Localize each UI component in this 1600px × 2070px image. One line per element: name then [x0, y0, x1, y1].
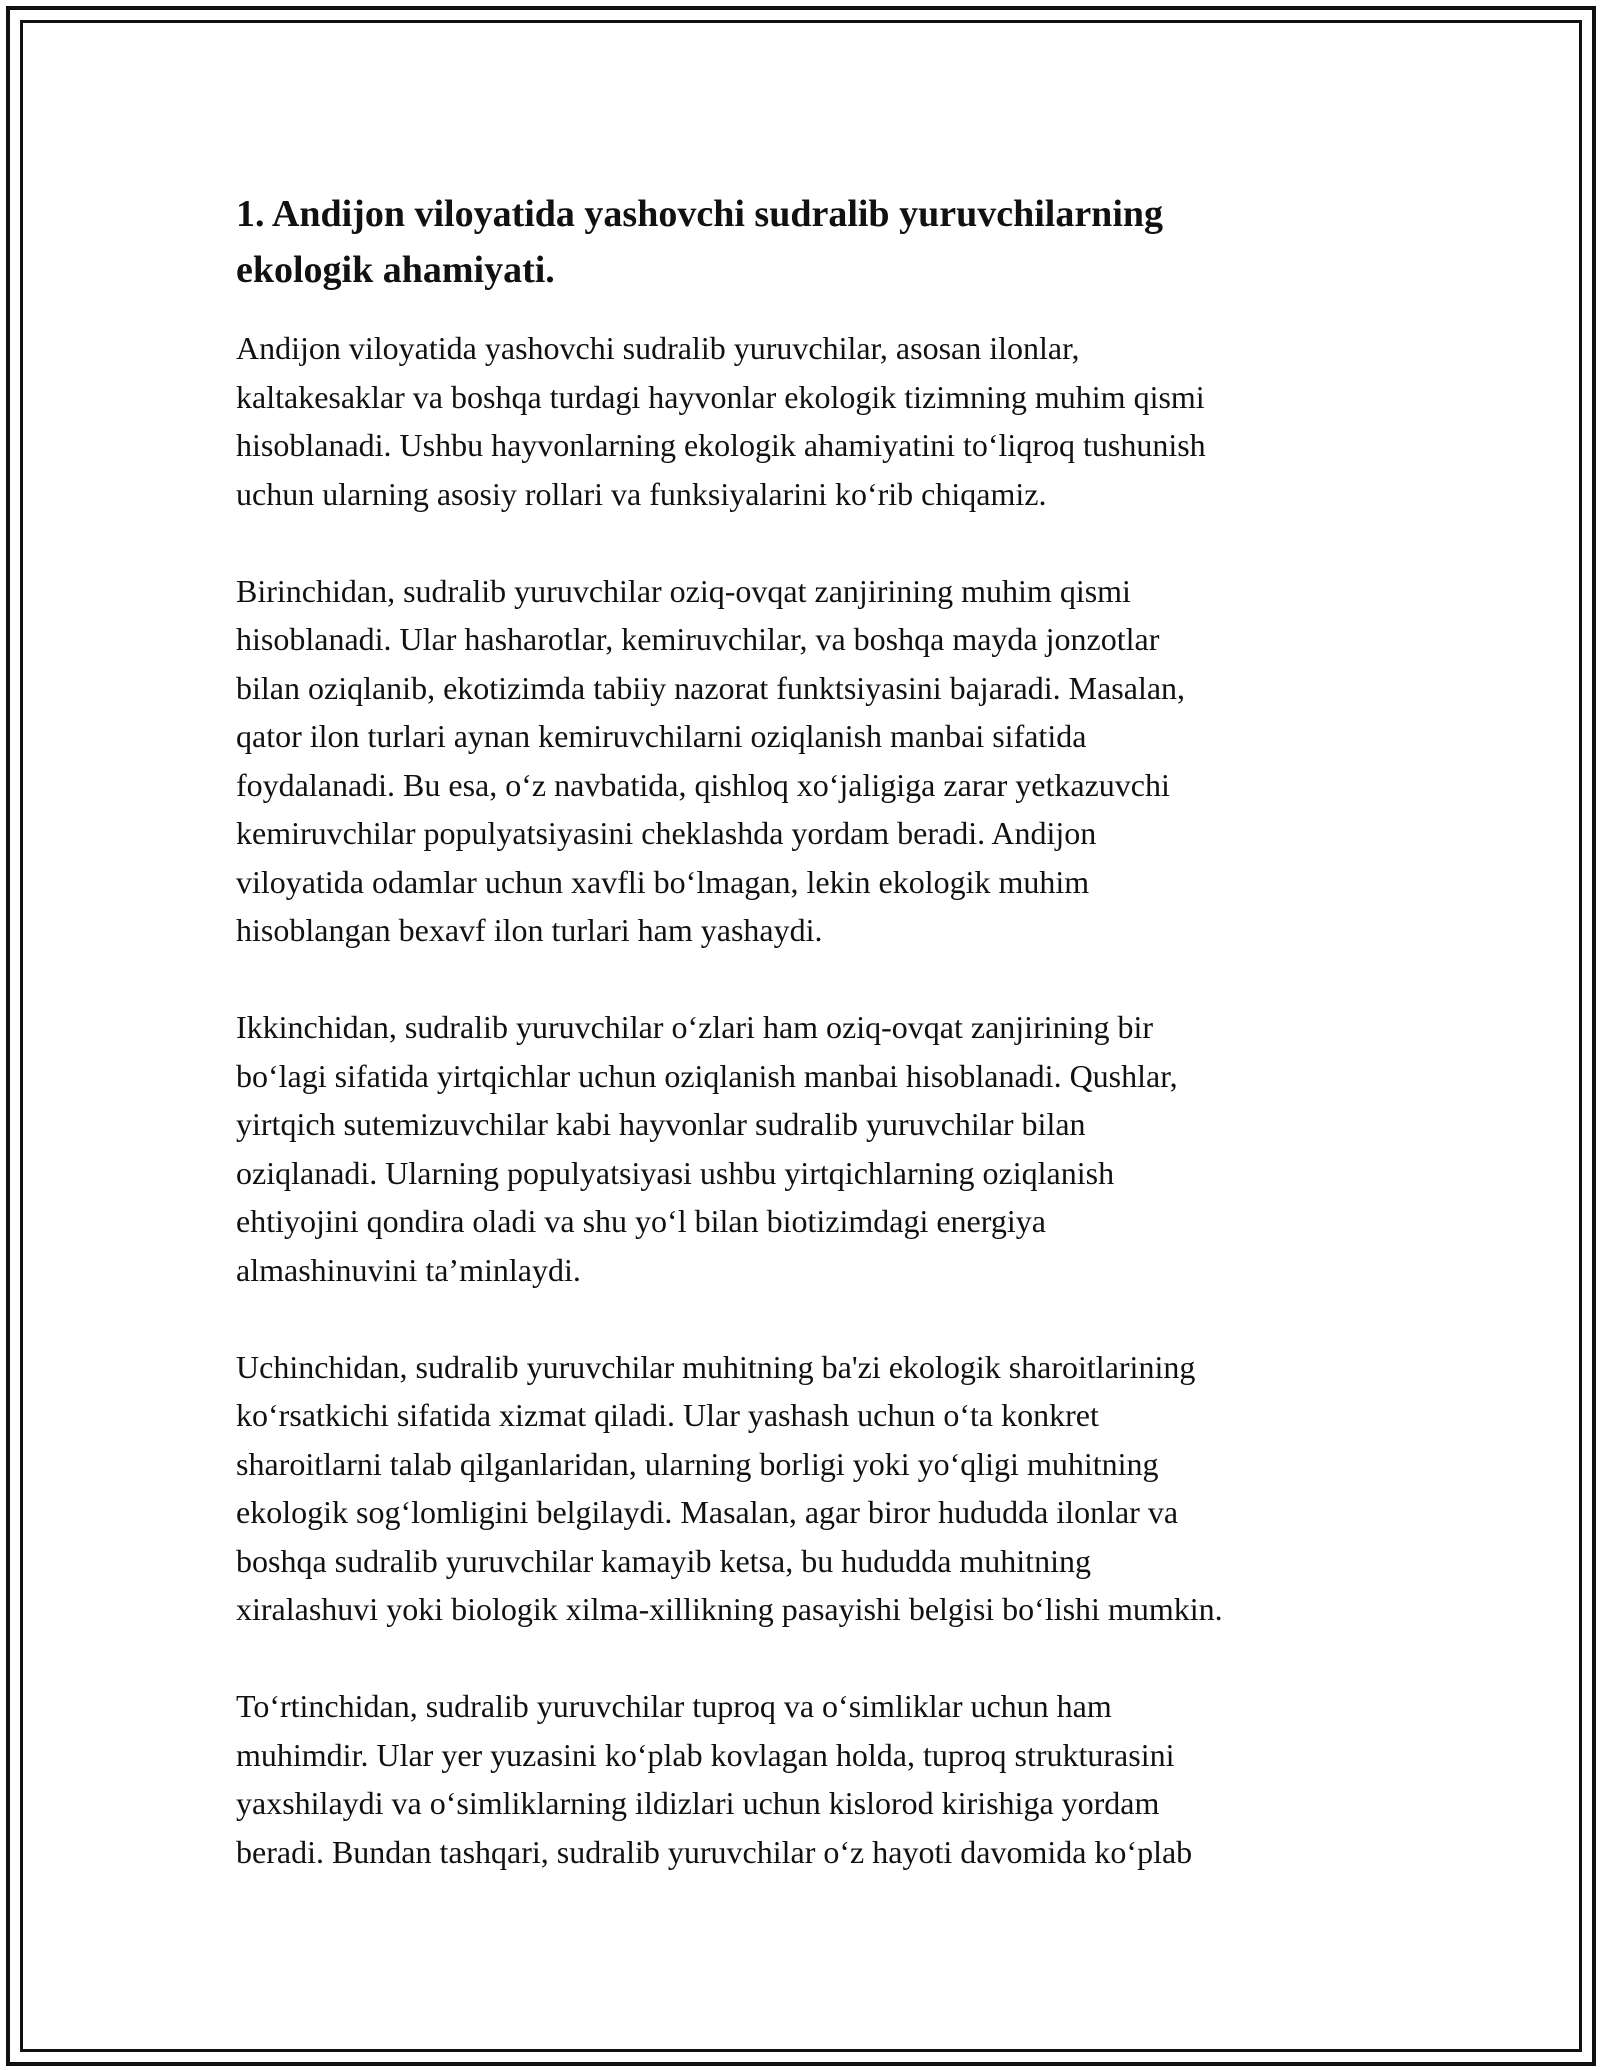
text-line: ekologik sog‘lomligini belgilaydi. Masalan, agar biror hududda ilonlar va: [236, 1494, 1179, 1530]
text-line: sharoitlarni talab qilganlaridan, ularning borligi yoki yo‘qligi muhitning: [236, 1445, 1159, 1482]
text-line: kaltakesaklar va boshqa turdagi hayvonlar ekologik tizimning muhim qismi: [236, 378, 1205, 415]
document-body: [236, 186, 1376, 1925]
paragraph-second: [236, 1003, 1376, 1294]
text-line: qator ilon turlari aynan kemiruvchilarni oziqlanish manbai sifatida: [236, 718, 1087, 754]
paragraph-third: [236, 1343, 1376, 1634]
text-line: viloyatida odamlar uchun xavfli bo‘lmagan, lekin ekologik muhim: [236, 863, 1090, 900]
text-line: To‘rtinchidan, sudralib yuruvchilar tuproq va o‘simliklar uchun ham: [236, 1688, 1112, 1724]
text-line: Uchinchidan, sudralib yuruvchilar muhitning ba'zi ekologik sharoitlarining: [236, 1348, 1196, 1385]
text-line: xiralashuvi yoki biologik xilma-xillikning pasayishi belgisi bo‘lishi mumkin.: [236, 1591, 1223, 1627]
section-heading: [236, 186, 1376, 298]
text-line: Birinchidan, sudralib yuruvchilar oziq-ovqat zanjirining muhim qismi: [236, 572, 1131, 609]
text-line: uchun ularning asosiy rollari va funksiyalarini ko‘rib chiqamiz.: [236, 475, 1047, 512]
paragraph-intro: [236, 324, 1376, 518]
heading-line: ekologik ahamiyati.: [236, 249, 555, 291]
text-line: bilan oziqlanib, ekotizimda tabiiy nazorat funktsiyasini bajaradi. Masalan,: [236, 669, 1186, 706]
paragraph-fourth: [236, 1682, 1376, 1876]
text-line: Andijon viloyatida yashovchi sudralib yuruvchilar, asosan ilonlar,: [236, 330, 1080, 366]
text-line: hisoblanadi. Ular hasharotlar, kemiruvchilar, va boshqa mayda jonzotlar: [236, 621, 1160, 657]
text-line: Ikkinchidan, sudralib yuruvchilar o‘zlari ham oziq-ovqat zanjirining bir: [236, 1009, 1154, 1045]
text-line: yaxshilaydi va o‘simliklarning ildizlari uchun kislorod kirishiga yordam: [236, 1785, 1160, 1821]
paragraph-first: [236, 567, 1376, 955]
text-line: oziqlanadi. Ularning populyatsiyasi ushbu yirtqichlarning oziqlanish: [236, 1154, 1115, 1191]
text-line: yirtqich sutemizuvchilar kabi hayvonlar sudralib yuruvchilar bilan: [236, 1106, 1086, 1142]
heading-line: 1. Andijon viloyatida yashovchi sudralib yuruvchilarning: [236, 193, 1164, 235]
text-line: hisoblanadi. Ushbu hayvonlarning ekologik ahamiyatini to‘liqroq tushunish: [236, 427, 1206, 463]
text-line: ehtiyojini qondira oladi va shu yo‘l bilan biotizimdagi energiya: [236, 1203, 1046, 1239]
text-line: foydalanadi. Bu esa, o‘z navbatida, qishloq xo‘jaligiga zarar yetkazuvchi: [236, 766, 1170, 803]
text-line: beradi. Bundan tashqari, sudralib yuruvchilar o‘z hayoti davomida ko‘plab: [236, 1833, 1193, 1870]
text-line: ko‘rsatkichi sifatida xizmat qiladi. Ular yashash uchun o‘ta konkret: [236, 1397, 1099, 1433]
text-line: muhimdir. Ular yer yuzasini ko‘plab kovlagan holda, tuproq strukturasini: [236, 1736, 1175, 1773]
text-line: kemiruvchilar populyatsiyasini cheklashda yordam beradi. Andijon: [236, 815, 1097, 851]
text-line: boshqa sudralib yuruvchilar kamayib ketsa, bu hududda muhitning: [236, 1542, 1091, 1579]
text-line: hisoblangan bexavf ilon turlari ham yashaydi.: [236, 912, 823, 948]
text-line: almashinuvini ta’minlaydi.: [236, 1251, 581, 1288]
text-line: bo‘lagi sifatida yirtqichlar uchun oziqlanish manbai hisoblanadi. Qushlar,: [236, 1057, 1178, 1094]
